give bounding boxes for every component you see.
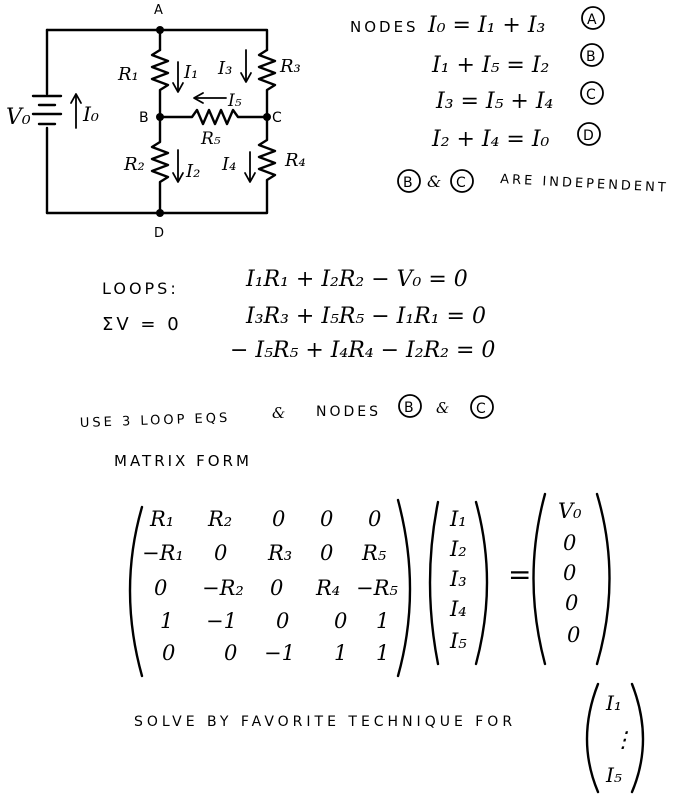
current-i0-label: I₀ bbox=[83, 102, 99, 126]
matrix-cell: 0 bbox=[270, 576, 284, 600]
unknown-entry: I₅ bbox=[450, 629, 467, 653]
independent-tag-c: C bbox=[456, 175, 466, 191]
matrix-cell: R₃ bbox=[268, 541, 293, 565]
solve-vector-dots: ⋮ bbox=[612, 728, 634, 753]
matrix-title: MATRIX FORM bbox=[114, 452, 252, 470]
arrow-i0 bbox=[71, 94, 81, 128]
resistor-r3-symbol bbox=[259, 50, 275, 117]
use-amp-2: & bbox=[436, 399, 450, 417]
unknown-entry: I₃ bbox=[450, 567, 467, 591]
arrow-i3 bbox=[241, 50, 251, 82]
resistor-r1-symbol bbox=[152, 50, 168, 117]
matrix-cell: 0 bbox=[224, 641, 238, 665]
matrix-cell: 0 bbox=[214, 541, 228, 565]
matrix-cell: 0 bbox=[162, 641, 176, 665]
arrow-i1 bbox=[173, 62, 183, 92]
matrix-cell: R₁ bbox=[150, 507, 175, 531]
current-i2-label: I₂ bbox=[186, 161, 201, 182]
loops-title: LOOPS: bbox=[102, 279, 179, 298]
matrix-cell: 0 bbox=[334, 609, 348, 633]
node-d-label: D bbox=[154, 226, 168, 241]
use-tag-c: C bbox=[476, 401, 486, 417]
node-eq-c: I₃ = I₅ + I₄ bbox=[436, 89, 554, 114]
independent-amp: & bbox=[427, 172, 442, 191]
current-i4-label: I₄ bbox=[222, 154, 237, 175]
arrow-i4 bbox=[245, 152, 255, 182]
rhs-right-paren bbox=[597, 494, 610, 664]
solve-vector-top: I₁ bbox=[606, 691, 622, 715]
use-tag-b: B bbox=[404, 400, 414, 416]
matrix-cell: 1 bbox=[376, 641, 390, 665]
battery-symbol bbox=[33, 96, 61, 124]
loop-eq-1: I₁R₁ + I₂R₂ − V₀ = 0 bbox=[246, 267, 468, 292]
current-i3-label: I₃ bbox=[218, 58, 233, 79]
node-tag-d: D bbox=[583, 128, 594, 144]
node-d-dot bbox=[156, 209, 164, 217]
node-tag-a: A bbox=[587, 12, 597, 28]
matrix-cell: 0 bbox=[320, 541, 334, 565]
resistor-r5-symbol bbox=[160, 110, 267, 124]
matrix-cell: −1 bbox=[206, 609, 237, 633]
resistor-r4-label: R₄ bbox=[285, 150, 306, 171]
rhs-entry: 0 bbox=[565, 591, 579, 615]
matrix-cell: 0 bbox=[320, 507, 334, 531]
rhs-entry: 0 bbox=[567, 623, 581, 647]
use-line bbox=[80, 395, 493, 431]
equals-sign: = bbox=[508, 558, 532, 591]
resistor-r5-label: R₅ bbox=[201, 129, 221, 149]
rhs-entry: V₀ bbox=[558, 499, 582, 523]
node-a-dot bbox=[156, 26, 164, 34]
matrix-cell: −R₁ bbox=[142, 541, 184, 565]
loops-section bbox=[102, 267, 495, 363]
circuit-diagram bbox=[6, 3, 306, 241]
matrix-cell: 1 bbox=[160, 609, 174, 633]
current-i1-label: I₁ bbox=[184, 62, 199, 83]
matrix-cell: R₂ bbox=[208, 507, 233, 531]
rhs-vector bbox=[558, 499, 582, 647]
unknowns-vector bbox=[449, 507, 467, 653]
resistor-r2-label: R₂ bbox=[124, 154, 145, 175]
use-nodes: NODES bbox=[316, 404, 382, 420]
node-tag-b: B bbox=[586, 49, 596, 65]
node-b-label: B bbox=[139, 110, 152, 126]
loop-eq-3: − I₅R₅ + I₄R₄ − I₂R₂ = 0 bbox=[230, 338, 496, 363]
node-eq-d: I₂ + I₄ = I₀ bbox=[432, 127, 550, 152]
unknown-entry: I₄ bbox=[450, 597, 467, 621]
matrix-right-paren bbox=[398, 500, 410, 676]
solve-text: SOLVE BY FAVORITE TECHNIQUE FOR bbox=[134, 714, 517, 730]
matrix-cell: 0 bbox=[368, 507, 382, 531]
node-b-dot bbox=[156, 113, 164, 121]
matrix-cell: −1 bbox=[264, 641, 295, 665]
solve-line bbox=[134, 684, 643, 792]
matrix-cell: R₅ bbox=[362, 541, 387, 565]
current-i5-label: I₅ bbox=[228, 91, 242, 111]
node-c-dot bbox=[263, 113, 271, 121]
node-eq-a: I₀ = I₁ + I₃ bbox=[428, 13, 546, 38]
matrix-left-paren bbox=[130, 507, 142, 676]
matrix-cell: R₄ bbox=[316, 576, 341, 600]
matrix-cell: 0 bbox=[276, 609, 290, 633]
node-tag-c: C bbox=[586, 87, 596, 103]
nodes-section bbox=[350, 7, 669, 196]
unknowns-left-paren bbox=[430, 502, 438, 664]
arrow-i2 bbox=[173, 150, 183, 182]
rhs-entry: 0 bbox=[563, 531, 577, 555]
matrix-equation bbox=[130, 494, 610, 676]
solve-vector-bottom: I₅ bbox=[606, 763, 622, 787]
matrix-cell: −R₅ bbox=[356, 576, 398, 600]
wire-top-right bbox=[160, 30, 267, 50]
loop-eq-2: I₃R₃ + I₅R₅ − I₁R₁ = 0 bbox=[246, 304, 486, 329]
independent-text: ARE INDEPENDENT bbox=[499, 172, 670, 196]
resistor-r3-label: R₃ bbox=[280, 56, 301, 77]
matrix-cell: 0 bbox=[272, 507, 286, 531]
use-amp-1: & bbox=[272, 404, 286, 422]
matrix-cell: −R₂ bbox=[202, 576, 244, 600]
nodes-title: NODES bbox=[350, 18, 419, 36]
solve-vector-left-paren bbox=[587, 684, 598, 792]
unknown-entry: I₂ bbox=[450, 537, 467, 561]
matrix-cell: 1 bbox=[334, 641, 348, 665]
node-eq-b: I₁ + I₅ = I₂ bbox=[432, 53, 550, 78]
node-c-label: C bbox=[272, 110, 285, 126]
matrix-cells bbox=[142, 507, 398, 665]
node-a-label: A bbox=[154, 3, 166, 18]
resistor-r2-symbol bbox=[152, 117, 168, 213]
matrix-cell: 1 bbox=[376, 609, 390, 633]
rhs-left-paren bbox=[534, 494, 546, 664]
source-label: V₀ bbox=[6, 105, 31, 130]
arrow-i5 bbox=[194, 93, 226, 103]
unknowns-right-paren bbox=[476, 502, 487, 664]
resistor-r1-label: R₁ bbox=[118, 64, 139, 85]
use-text: USE 3 LOOP EQS bbox=[79, 410, 231, 431]
unknown-entry: I₁ bbox=[450, 507, 467, 531]
matrix-cell: 0 bbox=[154, 576, 168, 600]
independent-tag-b: B bbox=[403, 175, 413, 191]
rhs-entry: 0 bbox=[563, 561, 577, 585]
loops-subtitle: ΣV = 0 bbox=[102, 314, 182, 335]
